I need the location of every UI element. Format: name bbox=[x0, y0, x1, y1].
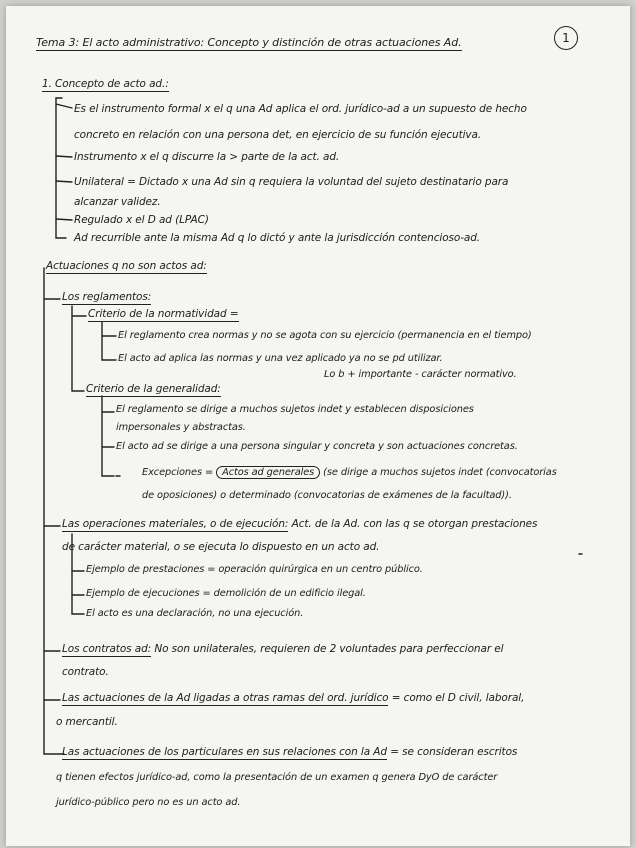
excepciones-line-2: de oposiciones) o determinado (convocatorias de exámenes de la facultad)). bbox=[142, 490, 512, 501]
reglamentos-heading: Los reglamentos: bbox=[62, 291, 152, 303]
s1-item-1-line-1: Es el instrumento formal x el q una Ad aplica el ord. jurídico-ad a un supuesto de hecho bbox=[74, 103, 527, 115]
actuaciones-ad-line-2: o mercantil. bbox=[56, 716, 118, 728]
contratos-line-2: contrato. bbox=[62, 666, 109, 678]
particulares-line-3: jurídico-público pero no es un acto ad. bbox=[56, 797, 241, 808]
particulares-line-2: q tienen efectos jurídico-ad, como la presentación de un examen q genera DyO de carácter bbox=[56, 772, 498, 783]
page-title: Tema 3: El acto administrativo: Concepto y distinción de otras actuaciones Ad. bbox=[36, 36, 462, 49]
generalidad-reglamento-line-2: impersonales y abstractas. bbox=[116, 422, 246, 433]
excepciones-line-1 bbox=[142, 467, 557, 478]
s1-item-2: Instrumento x el q discurre la > parte de la act. ad. bbox=[74, 151, 340, 163]
section-1-heading: 1. Concepto de acto ad.: bbox=[42, 78, 169, 90]
actuaciones-ad-line-1 bbox=[62, 692, 524, 704]
operaciones-nota: El acto es una declaración, no una ejecución. bbox=[86, 608, 304, 619]
s1-item-3-line-1: Unilateral = Dictado x una Ad sin q requiera la voluntad del sujeto destinatario para bbox=[74, 176, 509, 188]
contratos-definition: No son unilaterales, requieren de 2 voluntades para perfeccionar el bbox=[154, 643, 504, 655]
normatividad-acto: El acto ad aplica las normas y una vez aplicado ya no se pd utilizar. bbox=[118, 353, 443, 364]
normatividad-note: Lo b + importante - carácter normativo. bbox=[324, 369, 517, 380]
actos-generales-circled: Actos ad generales bbox=[216, 466, 320, 479]
particulares-line-1 bbox=[62, 746, 517, 758]
s1-item-5: Ad recurrible ante la misma Ad q lo dictó y ante la jurisdicción contencioso-ad. bbox=[74, 232, 481, 244]
excepciones-rest: (se dirige a muchos sujetos indet (convocatorias bbox=[323, 467, 557, 478]
s1-item-1-line-2: concreto en relación con una persona det, en ejercicio de su función ejecutiva. bbox=[74, 129, 482, 141]
normatividad-reglamento: El reglamento crea normas y no se agota con su ejercicio (permanencia en el tiempo) bbox=[118, 330, 532, 341]
criterio-normatividad: Criterio de la normatividad = bbox=[88, 308, 239, 320]
operaciones-ejemplo-prestaciones: Ejemplo de prestaciones = operación quirúrgica en un centro público. bbox=[86, 564, 423, 575]
s1-item-3-line-2: alcanzar validez. bbox=[74, 196, 161, 208]
actuaciones-ad-heading: Las actuaciones de la Ad ligadas a otras ramas del ord. jurídico bbox=[62, 692, 389, 704]
operaciones-line-2: de carácter material, o se ejecuta lo dispuesto en un acto ad. bbox=[62, 541, 380, 553]
operaciones-heading: Las operaciones materiales, o de ejecución: bbox=[62, 518, 289, 530]
criterio-generalidad: Criterio de la generalidad: bbox=[86, 383, 221, 395]
generalidad-acto: El acto ad se dirige a una persona singular y concreta y son actuaciones concretas. bbox=[116, 441, 518, 452]
contratos-heading: Los contratos ad: bbox=[62, 643, 152, 655]
operaciones-definition: Act. de la Ad. con las q se otorgan prestaciones bbox=[291, 518, 538, 530]
excepciones-label: Excepciones = bbox=[142, 467, 214, 478]
operaciones-line-1 bbox=[62, 518, 537, 530]
particulares-heading: Las actuaciones de los particulares en sus relaciones con la Ad bbox=[62, 746, 387, 758]
actuaciones-ad-definition: = como el D civil, laboral, bbox=[391, 692, 525, 704]
contratos-line-1 bbox=[62, 643, 503, 655]
section-2-heading: Actuaciones q no son actos ad: bbox=[46, 260, 207, 272]
operaciones-ejemplo-ejecuciones: Ejemplo de ejecuciones = demolición de un edificio ilegal. bbox=[86, 588, 366, 599]
page-number: 1 bbox=[554, 26, 578, 50]
particulares-definition: = se consideran escritos bbox=[390, 746, 518, 758]
s1-item-4: Regulado x el D ad (LPAC) bbox=[74, 214, 209, 226]
generalidad-reglamento-line-1: El reglamento se dirige a muchos sujetos indet y establecen disposiciones bbox=[116, 404, 474, 415]
notebook-page bbox=[6, 6, 630, 846]
